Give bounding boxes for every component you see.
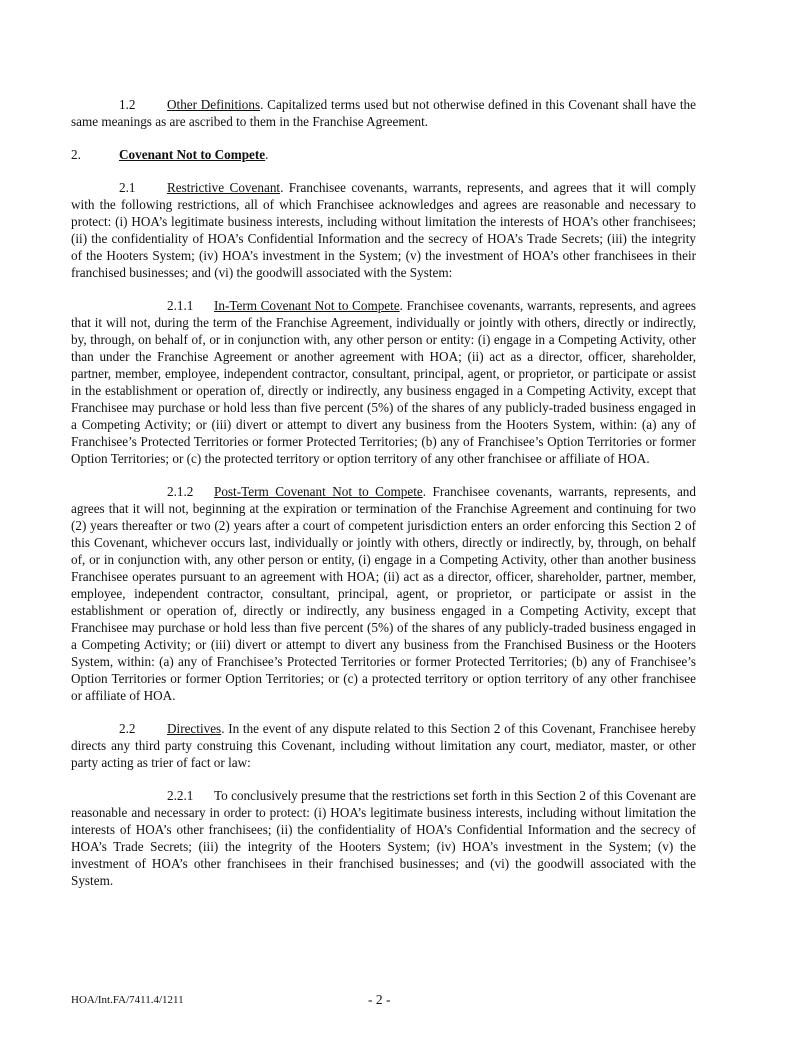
section-heading: Directives	[167, 721, 222, 736]
section-number: 2.2	[119, 721, 136, 736]
section-text: To conclusively presume that the restrictions set forth in this Section 2 of this Covenant are reasonable and necessary in order to protect: (i) HOA’s legitimate business interests, including without limitation the interests of HOA’s other franchisees; (ii) the confidentiality of HOA’s Confidential Information and the secrecy of HOA’s Trade Secrets; (iii) the integrity of the Hooters System; (iv) HOA’s investment in the System; (v) the investment of HOA’s other franchisees in their franchised businesses; and (vi) the goodwill associated with the System.	[71, 788, 696, 888]
section-number: 2.1.1	[167, 298, 194, 313]
section-heading: Other Definitions	[167, 97, 261, 112]
section-2-heading	[71, 146, 696, 163]
section-text: . Capitalized terms used but not otherwise defined in this Covenant shall have the same meanings as are ascribed to them in the Franchise Agreement.	[71, 97, 696, 129]
section-number: 2.	[71, 147, 81, 162]
page-number: - 2 -	[368, 992, 391, 1007]
section-2-2	[71, 720, 696, 771]
section-heading: In-Term Covenant Not to Compete	[214, 298, 400, 313]
document-page	[71, 96, 696, 889]
section-2-1	[71, 179, 696, 281]
section-text: . Franchisee covenants, warrants, represents, and agrees that it will not, beginning at the expiration or termination of the Franchise Agreement and continuing for two (2) years thereafter or two (2) years after a court of competent jurisdiction enters an order enforcing this Section 2 of this Covenant, whichever occurs last, individually or jointly with others, directly or indirectly, by, through, on behalf of, or in conjunction with, any other person or entity, (i) engage in a Competing Activity, other than another business Franchisee operates pursuant to an agreement with HOA; (ii) act as a director, officer, shareholder, partner, member, employee, independent contractor, consultant, principal, agent, or proprietor, or participate or assist in the establishment or operation of, directly or indirectly, any business engaged in a Competing Activity, except that Franchisee may purchase or hold less than five percent (5%) of the shares of any publicly-traded business engaged in a Competing Activity; or (iii) divert or attempt to divert any business from the Franchised Business or the Hooters System, within: (a) any of Franchisee’s Protected Territories or former Protected Territories; (b) any of Franchisee’s Option Territories or former Option Territories; or (c) a protected territory or option territory of any other franchisee or affiliate of HOA.	[71, 484, 696, 703]
section-2-1-1	[71, 297, 696, 467]
section-number: 2.2.1	[167, 788, 194, 803]
section-number: 2.1.2	[167, 484, 194, 499]
section-2-2-1	[71, 787, 696, 889]
section-text: . Franchisee covenants, warrants, represents, and agrees that it will not, during the term of the Franchise Agreement, individually or jointly with others, directly or indirectly, by, through, on behalf of, or in conjunction with, any other person or entity: (i) engage in a Competing Activity, other than under the Franchise Agreement or another agreement with HOA; (ii) act as a director, officer, shareholder, partner, member, employee, independent contractor, consultant, principal, agent, or proprietor, or participate or assist in the establishment or operation of, directly or indirectly, any business engaged in a Competing Activity, except that Franchisee may purchase or hold less than five percent (5%) of the shares of any publicly-traded business engaged in a Competing Activity; or (iii) divert or attempt to divert any business from the Hooters System, within: (a) any of Franchisee’s Protected Territories or former Protected Territories; (b) any of Franchisee’s Option Territories or former Option Territories; or (c) the protected territory or option territory of any other franchisee or affiliate of HOA.	[71, 298, 696, 466]
section-heading: Covenant Not to Compete	[119, 147, 266, 162]
section-heading: Post-Term Covenant Not to Compete	[214, 484, 423, 499]
section-1-2	[71, 96, 696, 130]
document-id: HOA/Int.FA/7411.4/1211	[71, 994, 184, 1006]
section-2-1-2	[71, 483, 696, 704]
section-text: . In the event of any dispute related to this Section 2 of this Covenant, Franchisee hereby directs any third party construing this Covenant, including without limitation any court, mediator, master, or other party acting as trier of fact or law:	[71, 721, 696, 770]
section-number: 1.2	[119, 97, 136, 112]
section-heading: Restrictive Covenant	[167, 180, 281, 195]
section-text: . Franchisee covenants, warrants, represents, and agrees that it will comply with the following restrictions, all of which Franchisee acknowledges and agrees are reasonable and necessary to protect: (i) HOA’s legitimate business interests, including without limitation the interests of HOA’s other franchisees; (ii) the confidentiality of HOA’s Confidential Information and the secrecy of HOA’s Trade Secrets; (iii) the integrity of the Hooters System; (iv) HOA’s investment in the System; (v) the investment of HOA’s other franchisees in their franchised businesses; and (vi) the goodwill associated with the System:	[71, 180, 697, 280]
section-number: 2.1	[119, 180, 136, 195]
section-trail: .	[265, 147, 269, 162]
